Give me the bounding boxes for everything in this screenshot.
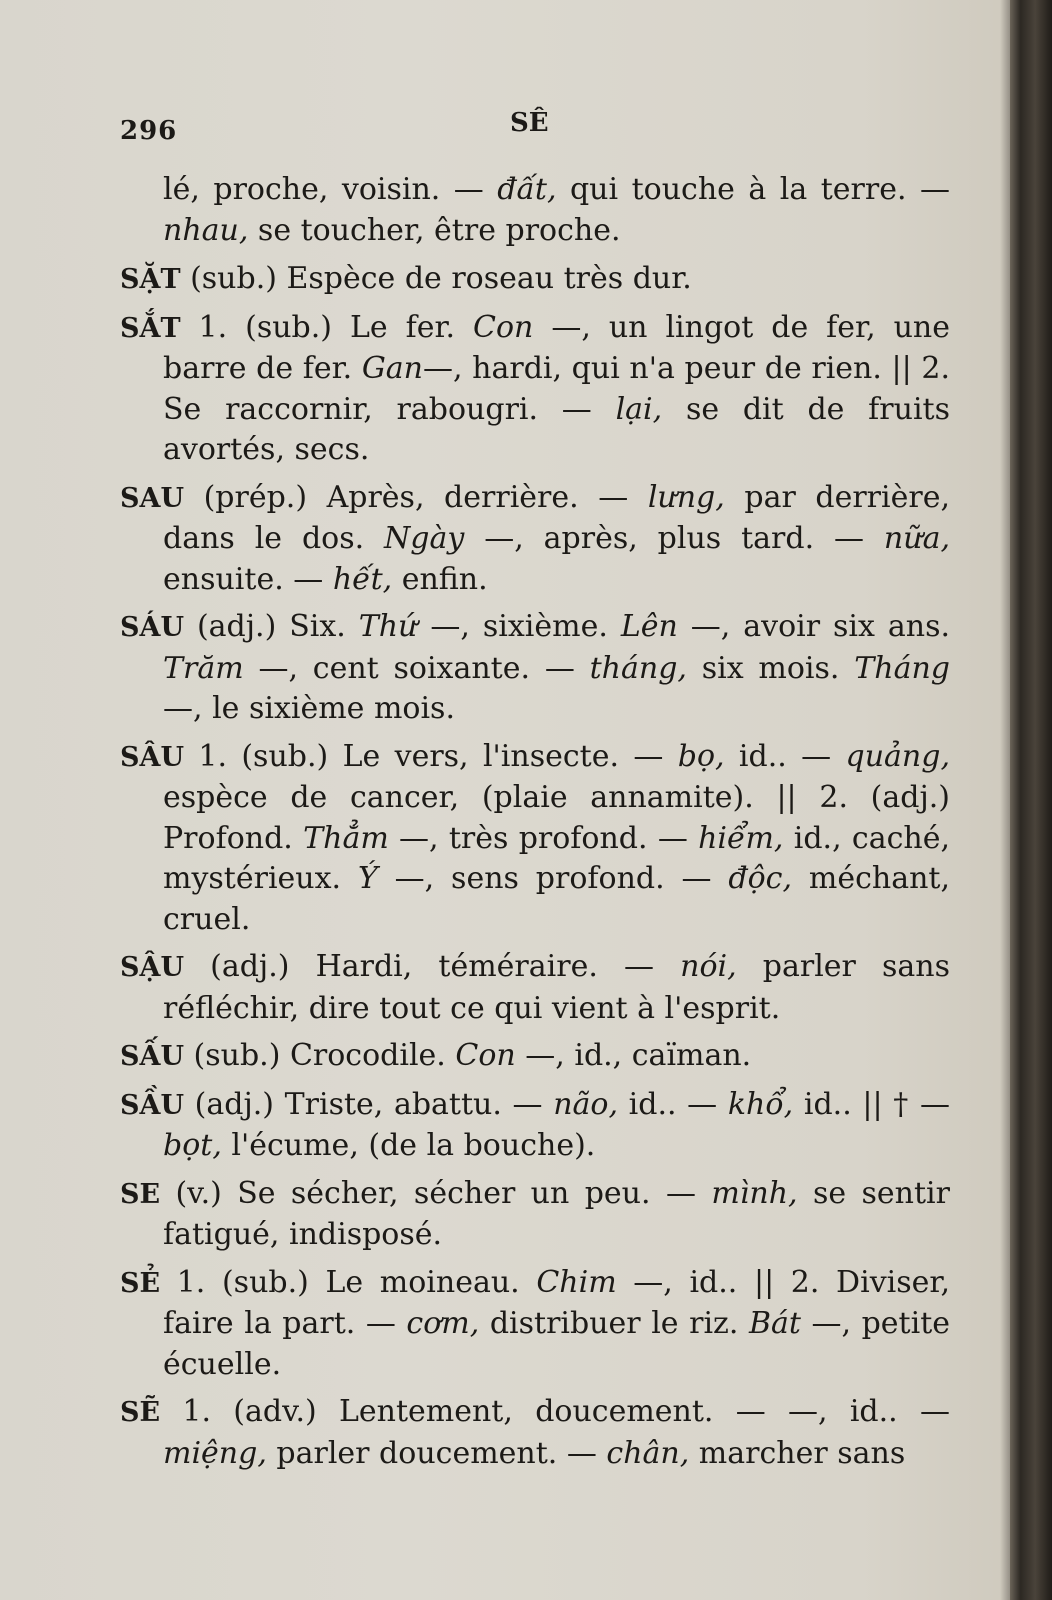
- definition-text: l'écume, (de la bouche).: [221, 1128, 596, 1163]
- dictionary-entry: [120, 478, 950, 601]
- definition-text: —, après, plus tard. —: [464, 521, 884, 556]
- dictionary-entry: [120, 1392, 950, 1474]
- definition-text: six mois.: [686, 650, 855, 686]
- definition-text: —, très profond. —: [388, 820, 699, 856]
- entry-headword: SẶT: [120, 264, 181, 295]
- vietnamese-phrase: não,: [553, 1086, 619, 1122]
- page-number: 296: [120, 116, 178, 146]
- definition-text: ensuite. —: [163, 561, 333, 597]
- definition-text: (sub.) Crocodile.: [184, 1038, 456, 1073]
- vietnamese-phrase: Ý: [357, 861, 378, 896]
- entry-headword: SẼ: [120, 1397, 161, 1428]
- dictionary-entry: [120, 1174, 950, 1256]
- definition-text: —, id.. || 2. Diviser, faire la part. —: [163, 1264, 950, 1341]
- definition-text: —, cent soixante. —: [243, 650, 590, 686]
- vietnamese-phrase: miệng,: [163, 1435, 267, 1471]
- definition-text: (adj.) Hardi, téméraire. —: [184, 949, 681, 984]
- vietnamese-phrase: bọt,: [163, 1128, 222, 1163]
- entry-headword: SẤU: [120, 1041, 184, 1072]
- definition-text: —, petite écuelle.: [163, 1306, 951, 1382]
- definition-text: 1. (sub.) Le moineau.: [160, 1264, 537, 1300]
- dictionary-entry: [120, 947, 950, 1029]
- continued-entry: [120, 170, 950, 251]
- book-spine: [1010, 0, 1052, 1600]
- definition-text: —, hardi, qui n'a peur de rien. || 2. Se raccornir, rabougri. —: [163, 351, 951, 427]
- definition-text: lé, proche, voisin. —: [163, 172, 498, 207]
- vietnamese-phrase: nhau,: [163, 212, 249, 248]
- running-headword: SÊ: [510, 108, 549, 138]
- vietnamese-phrase: đất,: [497, 172, 557, 207]
- vietnamese-phrase: Trăm: [163, 650, 244, 686]
- dictionary-entry: [120, 1263, 950, 1386]
- definition-text: se sentir fatigué, indisposé.: [163, 1175, 950, 1252]
- entry-headword: SAU: [120, 482, 184, 514]
- vietnamese-phrase: quảng,: [845, 738, 950, 774]
- page-edge-shadow: [1000, 0, 1010, 1600]
- vietnamese-phrase: độc,: [728, 861, 792, 896]
- definition-text: —, id., caïman.: [515, 1038, 752, 1073]
- definition-text: se dit de fruits avortés, secs.: [163, 391, 950, 467]
- definition-text: 1. (sub.) Le fer.: [180, 309, 474, 345]
- vietnamese-phrase: bọ,: [677, 738, 725, 774]
- definition-text: id.. || † —: [793, 1086, 950, 1122]
- entry-headword: SÂU: [120, 741, 184, 773]
- definition-text: id.. —: [724, 738, 846, 774]
- vietnamese-phrase: hết,: [332, 561, 393, 597]
- definition-text: id., caché, mystérieux.: [163, 820, 951, 896]
- vietnamese-phrase: nữa,: [883, 521, 950, 556]
- dictionary-entry: [120, 1085, 950, 1167]
- definition-text: 1. (adv.) Lentement, doucement. — —, id.. —: [160, 1394, 950, 1429]
- vietnamese-phrase: khổ,: [727, 1086, 794, 1122]
- vietnamese-phrase: Bát: [748, 1306, 801, 1341]
- dictionary-entry: [120, 259, 950, 301]
- dictionary-entry: [120, 737, 950, 941]
- definition-text: (adj.) Six.: [184, 609, 359, 644]
- vietnamese-phrase: lại,: [615, 391, 663, 427]
- dictionary-entry: [120, 607, 950, 730]
- definition-text: parler sans réfléchir, dire tout ce qui vient à l'esprit.: [163, 949, 950, 1026]
- vietnamese-phrase: cơm,: [406, 1306, 480, 1341]
- vietnamese-phrase: nói,: [680, 949, 737, 984]
- entry-headword: SẺ: [120, 1267, 161, 1299]
- vietnamese-phrase: Ngày: [384, 521, 465, 556]
- definition-text: distribuer le riz.: [479, 1306, 749, 1341]
- definition-text: —, sixième.: [417, 609, 621, 644]
- running-head: [120, 108, 1000, 148]
- vietnamese-phrase: tháng,: [589, 650, 687, 686]
- definition-text: —, le sixième mois.: [163, 691, 455, 726]
- definition-text: (sub.) Espèce de roseau très dur.: [180, 261, 692, 296]
- vietnamese-phrase: Thẳm: [303, 820, 389, 856]
- vietnamese-phrase: Tháng: [854, 650, 950, 686]
- vietnamese-phrase: Chim: [536, 1264, 617, 1300]
- definition-text: id.. —: [618, 1086, 728, 1122]
- vietnamese-phrase: Gan: [361, 351, 423, 386]
- entry-headword: SÁU: [120, 612, 184, 643]
- vietnamese-phrase: chân,: [606, 1435, 690, 1471]
- entry-headword: SẬU: [120, 952, 184, 983]
- definition-text: marcher sans: [689, 1435, 906, 1471]
- definition-text: espèce de cancer, (plaie annamite). || 2. (adj.) Profond.: [163, 780, 950, 856]
- dictionary-entry: [120, 1036, 950, 1078]
- dictionary-entries: [120, 170, 950, 1481]
- vietnamese-phrase: Con: [473, 309, 534, 345]
- definition-text: (v.) Se sécher, sécher un peu. —: [160, 1175, 712, 1211]
- definition-text: (adj.) Triste, abattu. —: [184, 1086, 554, 1122]
- definition-text: —, avoir six ans.: [677, 609, 951, 644]
- vietnamese-phrase: lưng,: [647, 479, 725, 515]
- vietnamese-phrase: Con: [455, 1038, 516, 1073]
- definition-text: (prép.) Après, derrière. —: [184, 479, 648, 515]
- vietnamese-phrase: mình,: [711, 1175, 798, 1211]
- entry-headword: SẮT: [120, 312, 181, 344]
- entry-headword: SẦU: [120, 1089, 184, 1121]
- definition-text: parler doucement. —: [266, 1435, 607, 1471]
- definition-text: 1. (sub.) Le vers, l'insecte. —: [184, 738, 678, 774]
- definition-text: —, un lingot de fer, une barre de fer.: [163, 309, 950, 386]
- dictionary-entry: [120, 308, 950, 471]
- definition-text: méchant, cruel.: [163, 861, 950, 937]
- definition-text: qui touche à la terre. —: [556, 172, 950, 207]
- vietnamese-phrase: hiểm,: [698, 820, 784, 856]
- definition-text: —, sens profond. —: [377, 861, 729, 896]
- entry-headword: SE: [120, 1178, 161, 1210]
- vietnamese-phrase: Lên: [620, 609, 678, 644]
- definition-text: enfin.: [392, 561, 488, 597]
- definition-text: se toucher, être proche.: [248, 212, 621, 248]
- definition-text: par derrière, dans le dos.: [163, 479, 950, 556]
- vietnamese-phrase: Thứ: [358, 609, 418, 644]
